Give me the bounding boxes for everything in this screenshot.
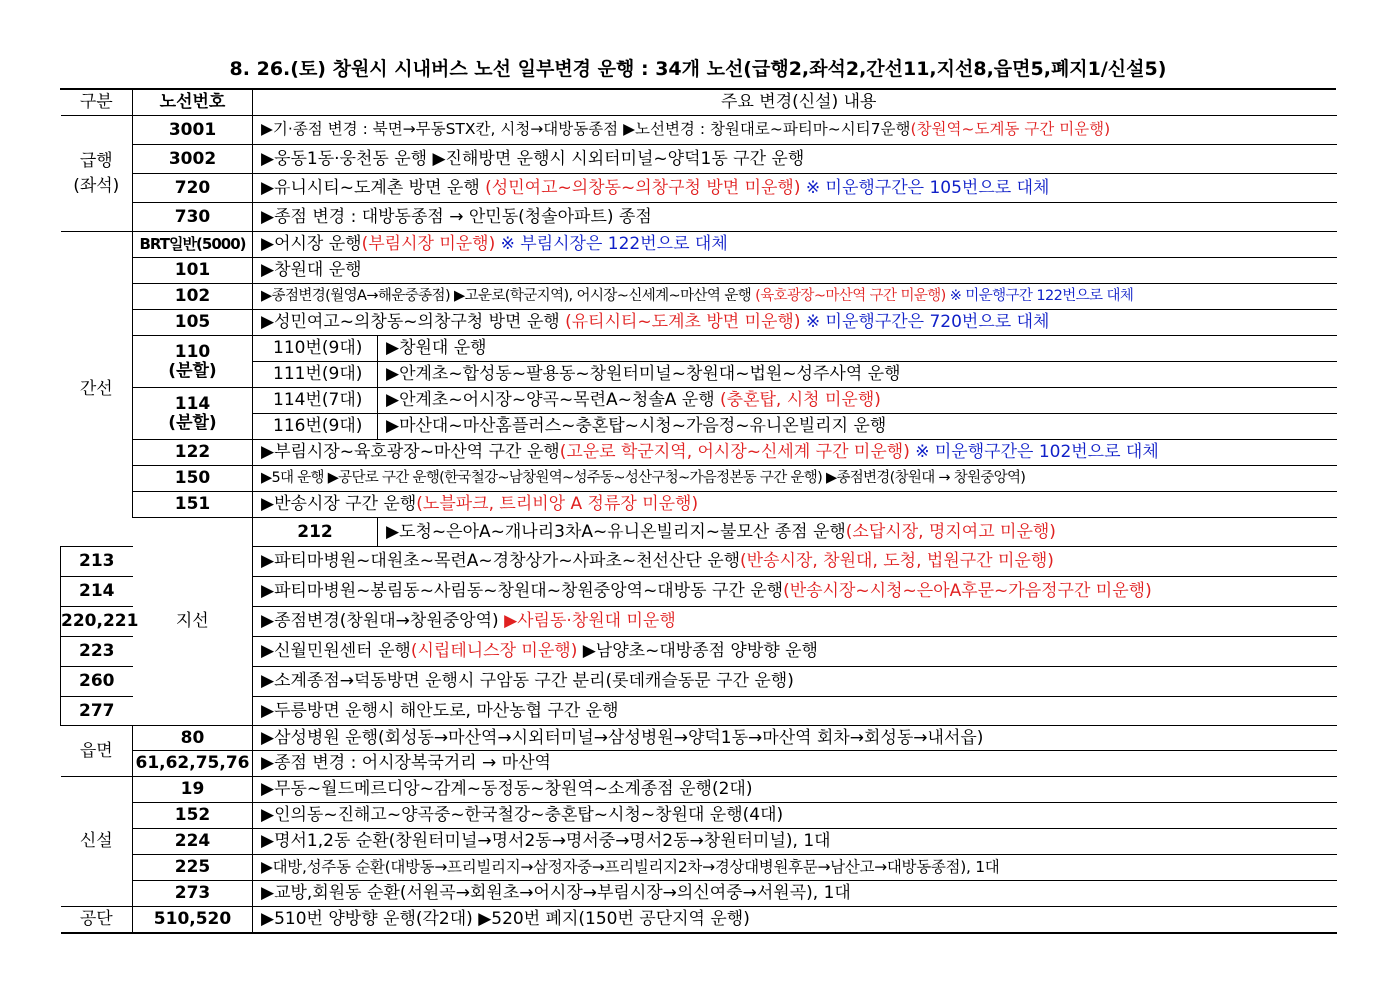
route-content: ▶5대 운행 ▶공단로 구간 운행(한국철강~남창원역~성주동~성산구청~가음정본동 구간 운행) ▶종점변경(창원대 → 창원중앙역) xyxy=(253,466,1337,492)
table-row xyxy=(61,284,1337,310)
sub-route-label: 114번(7대) xyxy=(253,388,378,414)
route-number: 101 xyxy=(133,258,253,284)
route-number: 220,221 xyxy=(61,607,133,637)
route-number: 213 xyxy=(61,547,133,577)
route-content: ▶마산대~마산홈플러스~충혼탑~시청~가음정~유니온빌리지 운행 xyxy=(378,414,1337,440)
table-row xyxy=(61,855,1337,881)
table-row xyxy=(61,336,1337,362)
route-content: ▶종점변경(월영A→해운중종점) ▶고운로(학군지역), 어시장~신세계~마산역 운행 (육호광장~마산역 구간 미운행) ※ 미운행구간 122번으로 대체 xyxy=(253,284,1337,310)
table-row xyxy=(61,697,1337,726)
route-content: ▶안계초~합성동~팔용동~창원터미널~창원대~법원~성주사역 운행 xyxy=(378,362,1337,388)
route-content: ▶웅동1동·웅천동 운행 ▶진해방면 운행시 시외터미널~양덕1동 구간 운행 xyxy=(253,145,1337,174)
group-trunk: 간선 xyxy=(61,232,133,547)
route-content: ▶두릉방면 운행시 해안도로, 마산농협 구간 운행 xyxy=(253,697,1337,726)
route-number: 3001 xyxy=(133,116,253,145)
route-number: 3002 xyxy=(133,145,253,174)
route-content: ▶파티마병원~봉림동~사림동~창원대~창원중앙역~대방동 구간 운행(반송시장~시청~은아A후문~가음정구간 미운행) xyxy=(253,577,1337,607)
route-number: 510,520 xyxy=(133,907,253,933)
route-content: ▶명서1,2동 순환(창원터미널→명서2동→명서중→명서2동→창원터미널), 1대 xyxy=(253,829,1337,855)
group-industrial: 공단 xyxy=(61,907,133,933)
route-content: ▶도청~은아A~개나리3차A~유니온빌리지~불모산 종점 운행(소답시장, 명지여고 미운행) xyxy=(378,518,1337,547)
table-row xyxy=(61,310,1337,336)
route-number: 102 xyxy=(133,284,253,310)
table-row xyxy=(61,174,1337,203)
sub-route-label: 110번(9대) xyxy=(253,336,378,362)
table-row xyxy=(61,145,1337,174)
route-content: ▶파티마병원~대원초~목련A~경창상가~사파초~천선산단 운행(반송시장, 창원대, 도청, 법원구간 미운행) xyxy=(253,547,1337,577)
route-number: 61,62,75,76 xyxy=(133,751,253,777)
table-row xyxy=(61,881,1337,907)
route-content: ▶종점 변경 : 어시장복국거리 → 마산역 xyxy=(253,751,1337,777)
route-change-table xyxy=(60,89,1337,934)
route-number: 114 (분할) xyxy=(133,388,253,440)
table-row xyxy=(61,667,1337,697)
route-content: ▶소계종점→덕동방면 운행시 구암동 구간 분리(롯데캐슬동문 구간 운행) xyxy=(253,667,1337,697)
sub-route-label: 111번(9대) xyxy=(253,362,378,388)
page-title: 8. 26.(토) 창원시 시내버스 노선 일부변경 운행 : 34개 노선(급행2,좌석2,간선11,지선8,읍면5,폐지1/신설5) xyxy=(229,58,1167,80)
route-content: ▶신월민원센터 운행(시립테니스장 미운행) ▶남양초~대방종점 양방향 운행 xyxy=(253,637,1337,667)
route-number: 273 xyxy=(133,881,253,907)
route-number: BRT일반(5000) xyxy=(133,232,253,258)
table-row xyxy=(61,116,1337,145)
route-number: 19 xyxy=(133,777,253,803)
route-number: 214 xyxy=(61,577,133,607)
table-row xyxy=(61,388,1337,414)
route-content: ▶종점 변경 : 대방동종점 → 안민동(청솔아파트) 종점 xyxy=(253,203,1337,232)
table-row xyxy=(61,803,1337,829)
route-content: ▶창원대 운행 xyxy=(253,258,1337,284)
route-number: 212 xyxy=(253,518,378,547)
route-content: ▶대방,성주동 순환(대방동→프리빌리지→삼정자중→프리빌리지2차→경상대병원후문→남산고→대방동종점), 1대 xyxy=(253,855,1337,881)
route-content: ▶교방,회원동 순환(서원곡→회원초→어시장→부림시장→의신여중→서원곡), 1대 xyxy=(253,881,1337,907)
route-content: ▶무동~월드메르디앙~감계~동정동~창원역~소계종점 운행(2대) xyxy=(253,777,1337,803)
table-row xyxy=(61,362,1337,388)
table-row xyxy=(61,518,1337,547)
table-header-row xyxy=(61,89,1337,116)
route-content: ▶반송시장 구간 운행(노블파크, 트리비앙 A 정류장 미운행) xyxy=(253,492,1337,518)
table-row xyxy=(61,751,1337,777)
table-row xyxy=(61,414,1337,440)
route-number: 224 xyxy=(133,829,253,855)
route-number: 223 xyxy=(61,637,133,667)
route-content: ▶인의동~진해고~양곡중~한국철강~충혼탑~시청~창원대 운행(4대) xyxy=(253,803,1337,829)
route-content: ▶어시장 운행(부림시장 미운행) ※ 부림시장은 122번으로 대체 xyxy=(253,232,1337,258)
route-number: 277 xyxy=(61,697,133,726)
table-row xyxy=(61,258,1337,284)
route-number: 225 xyxy=(133,855,253,881)
group-new: 신설 xyxy=(61,777,133,907)
route-number: 730 xyxy=(133,203,253,232)
header-content: 주요 변경(신설) 내용 xyxy=(253,89,1337,116)
route-number: 151 xyxy=(133,492,253,518)
table-row xyxy=(61,547,1337,577)
route-content: ▶유니시티~도계촌 방면 운행 (성민여고~의창동~의창구청 방면 미운행) ※ 미운행구간은 105번으로 대체 xyxy=(253,174,1337,203)
table-row xyxy=(61,492,1337,518)
route-number: 260 xyxy=(61,667,133,697)
sub-route-label: 116번(9대) xyxy=(253,414,378,440)
header-group: 구분 xyxy=(61,89,133,116)
table-row xyxy=(61,440,1337,466)
route-number: 80 xyxy=(133,726,253,751)
table-row xyxy=(61,203,1337,232)
table-row xyxy=(61,907,1337,933)
route-number: 720 xyxy=(133,174,253,203)
group-branch: 지선 xyxy=(133,518,253,726)
route-content: ▶성민여고~의창동~의창구청 방면 운행 (유티시티~도계초 방면 미운행) ※ 미운행구간은 720번으로 대체 xyxy=(253,310,1337,336)
route-content: ▶부림시장~육호광장~마산역 구간 운행(고운로 학군지역, 어시장~신세계 구간 미운행) ※ 미운행구간은 102번으로 대체 xyxy=(253,440,1337,466)
table-row xyxy=(61,577,1337,607)
route-content: ▶종점변경(창원대→창원중앙역) ▶사림동·창원대 미운행 xyxy=(253,607,1337,637)
table-row xyxy=(61,637,1337,667)
route-content: ▶안계초~어시장~양곡~목련A~청솔A 운행 (충혼탑, 시청 미운행) xyxy=(378,388,1337,414)
route-content: ▶510번 양방향 운행(각2대) ▶520번 폐지(150번 공단지역 운행) xyxy=(253,907,1337,933)
table-row xyxy=(61,829,1337,855)
table-row xyxy=(61,777,1337,803)
route-number: 110 (분할) xyxy=(133,336,253,388)
table-row xyxy=(61,232,1337,258)
group-express: 급행 (좌석) xyxy=(61,116,133,232)
route-content: ▶창원대 운행 xyxy=(378,336,1337,362)
table-row xyxy=(61,607,1337,637)
route-number: 150 xyxy=(133,466,253,492)
header-route: 노선번호 xyxy=(133,89,253,116)
route-number: 122 xyxy=(133,440,253,466)
group-rural: 읍면 xyxy=(61,726,133,777)
route-number: 105 xyxy=(133,310,253,336)
route-number: 152 xyxy=(133,803,253,829)
route-content: ▶기·종점 변경 : 북면→무동STX칸, 시청→대방동종점 ▶노선변경 : 창원대로~파티마~시티7운행(창원역~도계동 구간 미운행) xyxy=(253,116,1337,145)
table-row xyxy=(61,466,1337,492)
route-content: ▶삼성병원 운행(회성동→마산역→시외터미널→삼성병원→양덕1동→마산역 회차→회성동→내서읍) xyxy=(253,726,1337,751)
table-row xyxy=(61,726,1337,751)
